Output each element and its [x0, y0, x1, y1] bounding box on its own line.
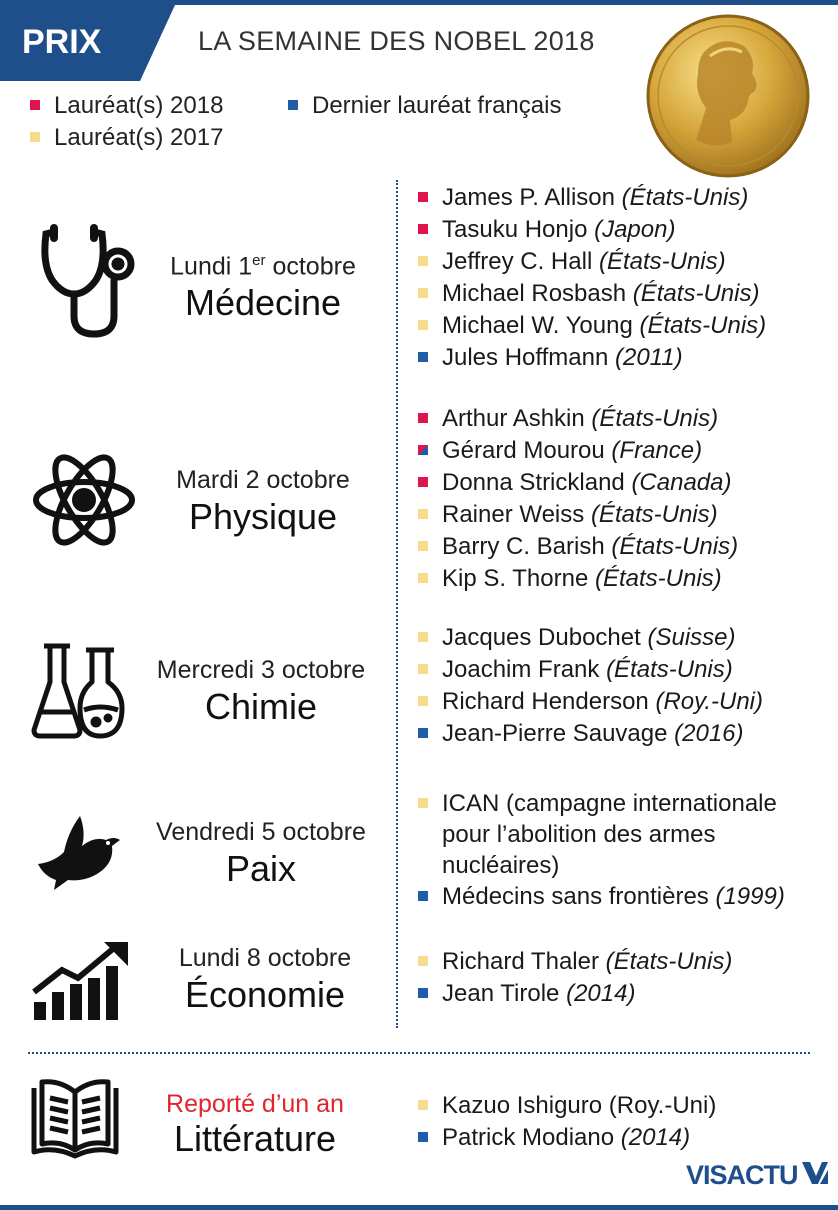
list-item: Tasuku Honjo (Japon): [418, 214, 766, 246]
prix-label: PRIX: [22, 23, 102, 61]
list-item: James P. Allison (États-Unis): [418, 182, 766, 214]
list-item: Arthur Ashkin (États-Unis): [418, 403, 738, 435]
book-icon: [28, 1074, 122, 1169]
day-chimie: Mercredi 3 octobre: [156, 656, 366, 684]
list-item: Médecins sans frontières (1999): [418, 881, 812, 913]
list-item: Joachim Frank (États-Unis): [418, 654, 763, 686]
legend-swatch-red: [30, 100, 40, 110]
legend-swatch-yellow: [30, 132, 40, 142]
legend-swatch-blue: [288, 100, 298, 110]
day-medecine: Lundi 1er octobre: [170, 252, 356, 281]
category-economie: Économie: [184, 974, 346, 1015]
list-litterature: [418, 1090, 716, 1154]
legend-label-2017: Lauréat(s) 2017: [54, 124, 224, 151]
list-item: Richard Henderson (Roy.-Uni): [418, 686, 763, 718]
dove-icon: [34, 810, 126, 899]
logo-text: VISACTU: [686, 1160, 798, 1190]
list-item: Jules Hoffmann (2011): [418, 342, 766, 374]
list-physique: [418, 403, 738, 595]
growth-chart-icon: [32, 940, 132, 1027]
list-item: Rainer Weiss (États-Unis): [418, 499, 738, 531]
page-title: LA SEMAINE DES NOBEL 2018: [198, 26, 595, 56]
vertical-divider: [396, 180, 398, 1028]
visactu-logo: [686, 1160, 828, 1193]
legend-item-2017: [30, 124, 223, 152]
list-item: Jeffrey C. Hall (États-Unis): [418, 246, 766, 278]
list-paix: [418, 788, 812, 913]
logo-mark-icon: [802, 1160, 828, 1193]
legend-label-french: Dernier lauréat français: [312, 92, 562, 119]
day-economie: Lundi 8 octobre: [178, 944, 352, 972]
horizontal-divider: [28, 1052, 810, 1054]
legend-label-2018: Lauréat(s) 2018: [54, 92, 224, 119]
list-item: Patrick Modiano (2014): [418, 1122, 716, 1154]
list-item: Jacques Dubochet (Suisse): [418, 622, 763, 654]
postponed-note: Reporté d’un an: [166, 1090, 344, 1118]
bottom-border: [0, 1205, 838, 1210]
legend-item-2018: [30, 92, 223, 120]
stethoscope-icon: [38, 224, 138, 345]
category-physique: Physique: [188, 496, 338, 537]
nobel-medal-icon: [644, 12, 812, 180]
list-item: Michael W. Young (États-Unis): [418, 310, 766, 342]
list-item: Barry C. Barish (États-Unis): [418, 531, 738, 563]
list-economie: [418, 946, 732, 1010]
atom-icon: [30, 442, 138, 563]
list-item: Kip S. Thorne (États-Unis): [418, 563, 738, 595]
list-item: Gérard Mourou (France): [418, 435, 738, 467]
category-medecine: Médecine: [184, 282, 342, 323]
category-litterature: Littérature: [173, 1118, 337, 1159]
list-item: Jean-Pierre Sauvage (2016): [418, 718, 763, 750]
list-medecine: [418, 182, 766, 374]
list-item: Donna Strickland (Canada): [418, 467, 738, 499]
list-chimie: [418, 622, 763, 750]
flasks-icon: [30, 642, 130, 747]
list-item: Jean Tirole (2014): [418, 978, 732, 1010]
list-item: Michael Rosbash (États-Unis): [418, 278, 766, 310]
list-item: ICAN (campagne internationale pour l’abolition des armes nucléaires): [418, 788, 812, 881]
list-item: Kazuo Ishiguro (Roy.-Uni): [418, 1090, 716, 1122]
day-paix: Vendredi 5 octobre: [156, 818, 366, 846]
day-physique: Mardi 2 octobre: [176, 466, 350, 494]
legend-item-french: [288, 92, 561, 120]
category-chimie: Chimie: [204, 686, 318, 727]
prix-badge: [0, 5, 175, 81]
category-paix: Paix: [225, 848, 297, 889]
list-item: Richard Thaler (États-Unis): [418, 946, 732, 978]
